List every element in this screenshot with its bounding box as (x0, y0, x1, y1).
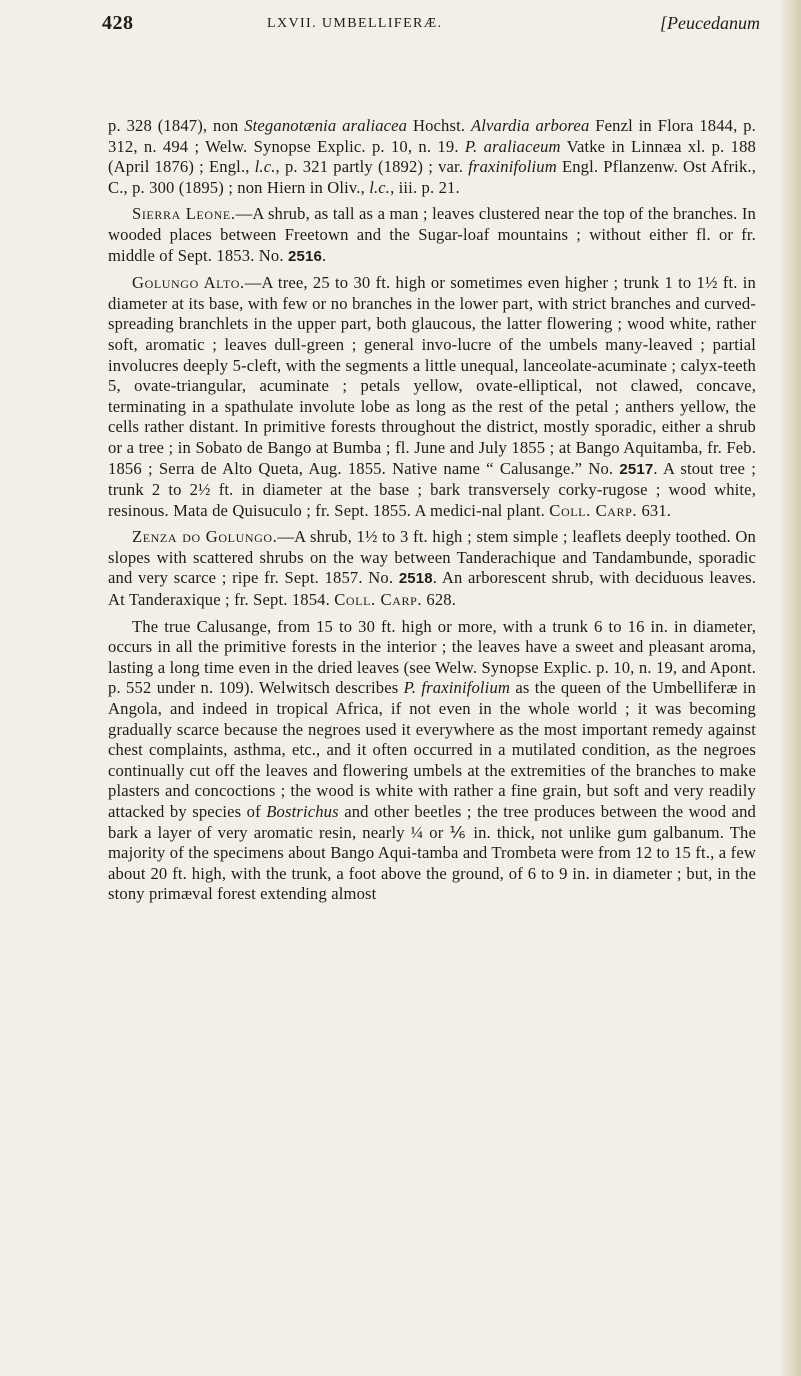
paragraph-synonymy (108, 116, 756, 198)
page-header (102, 0, 760, 60)
running-head: LXVII. UMBELLIFERÆ. (267, 16, 443, 31)
text-run: as the queen of the Umbelliferæ in Angola, and indeed in tropical Africa, if not even in the whole world ; it was becoming gradually scarce because the negroes used it everywhere as the most important remedy against chest complaints, asthma, etc., and it often occurred in a mutilated condition, as the negroes continually cut off the leaves and flowering umbels at the extremities of the branches to make plasters and concoctions ; the wood is white with rather a fine grain, but soft and very readily attacked by species of (108, 678, 757, 821)
text-run: 631. (637, 500, 672, 520)
text-run: , iii. p. 21. (390, 177, 460, 197)
collection-ref: Coll. Carp. (549, 500, 638, 520)
paragraph-golungo-alto (108, 273, 756, 521)
locality-name: Zenza do Golungo. (132, 527, 278, 547)
text-run: —A shrub, 1½ to 3 ft. high ; stem simple ; leaflets deeply toothed. On slopes with scattered shrubs on the way between Tanderachique and Tandambunde, sporadic and very scarce ; ripe fr. Sept. 1857. No. (108, 527, 756, 588)
text-run: . (321, 245, 327, 265)
specimen-number: 2518 (398, 570, 433, 588)
specimen-number: 2516 (287, 247, 322, 265)
italic-run: fraxinifolium (468, 157, 557, 177)
paragraph-zenza-do-golungo (108, 527, 756, 610)
text-run: Vatke in Linnæa xl. p. 188 (April 1876) ; Engl., (108, 136, 756, 177)
text-run: The true Calusange, from 15 to 30 ft. high or more, with a trunk 6 to 16 in. in diameter, occurs in all the primitive forests in the interior ; the leaves have a sweet and pleasant aroma, lasting a long time even in the dried leaves (see Welw. Synopse Explic. p. 10, n. 19, and Apont. p. 552 under n. 109). Welwitsch describes (108, 616, 756, 698)
italic-run: Bostrichus (266, 802, 339, 821)
text-run: —A tree, 25 to 30 ft. high or sometimes even higher ; trunk 1 to 1½ ft. in diameter at its base, with few or no branches in the lower part, with strict branches and curved-spreading branchlets in the upper part, both glaucous, the latter flowering ; wood white, rather soft, aromatic ; leaves dull-green ; general invo-lucre of the umbels many-leaved ; partial involucres deeply 5-cleft, with the segments a little unequal, lanceolate-acuminate ; calyx-teeth 5, ovate-triangular, acuminate ; petals yellow, ovate-elliptical, not clawed, concave, terminating in a spathulate involute lobe as long as the rest of the petal ; anthers yellow, the cells rather distant. In primitive forests throughout the district, mostly sporadic, either a shrub or a tree ; in Sobato de Bango at Bumba ; fl. June and July 1855 ; at Bango Aquitamba, fr. Feb. 1856 ; Serra de Alto Queta, Aug. 1855. Native name “ Calusange.” No. (108, 273, 756, 478)
book-page (102, 0, 760, 911)
page-edge-shadow (779, 0, 801, 1376)
text-run: Fenzl in Flora 1844, p. 312, n. 494 ; Welw. Synopse Explic. p. 10, n. 19. (108, 116, 756, 156)
text-run: p. 328 (1847), non (108, 116, 245, 135)
text-run: —A shrub, as tall as a man ; leaves clustered near the top of the branches. In wooded places between Freetown and the Sugar-loaf mountains ; without either fl. or fr. middle of Sept. 1853. No. (108, 204, 756, 265)
locality-name: Sierra Leone. (132, 204, 236, 224)
text-run: Engl. Pflanzenw. Ost Afrik., C., p. 300 (1895) ; non Hiern in Oliv., (108, 157, 756, 197)
paragraph-sierra-leone (108, 204, 756, 267)
page-number: 428 (102, 12, 134, 34)
text-run: Hochst. (407, 116, 471, 135)
paragraph-calusange (108, 617, 756, 905)
text-run: 628. (422, 590, 457, 610)
specimen-number: 2517 (619, 460, 654, 478)
italic-run: l.c. (369, 177, 391, 197)
section-name: [Peucedanum (660, 13, 760, 33)
italic-run: l.c. (254, 157, 276, 177)
locality-name: Golungo Alto. (132, 273, 245, 293)
italic-run: P. fraxinifolium (403, 678, 511, 698)
text-run: . A stout tree ; trunk 2 to 2½ ft. in diameter at the base ; bark transversely corky-rugose ; wood white, resinous. Mata de Quisuculo ; fr. Sept. 1855. A medici-nal plant. (108, 458, 756, 520)
italic-run: P. araliaceum (464, 136, 561, 156)
text-run: and other beetles ; the tree produces between the wood and bark a layer of very aromatic resin, nearly ¼ or ⅙ in. thick, not unlike gum galbanum. The majority of the specimens about Bango Aqui-tamba and Trombeta were from 12 to 15 ft., a few about 20 ft. high, with the trunk, a foot above the ground, of 6 to 9 in. in diameter ; but, in the stony primæval forest extending almost (108, 802, 756, 904)
text-run: . An arborescent shrub, with deciduous leaves. At Tanderaxique ; fr. Sept. 1854. (108, 568, 756, 610)
body-text (108, 116, 756, 905)
italic-run: Steganotænia araliacea (244, 116, 408, 135)
collection-ref: Coll. Carp. (334, 590, 423, 610)
text-run: , p. 321 partly (1892) ; var. (275, 157, 469, 177)
italic-run: Alvardia arborea (471, 116, 590, 135)
